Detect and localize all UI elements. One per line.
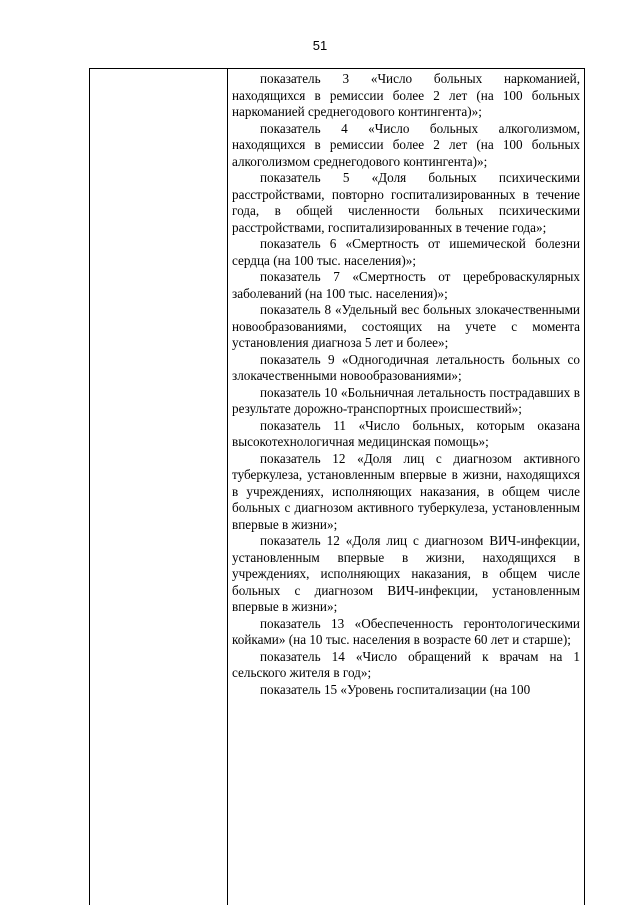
indicator-7-paragraph: показатель 7 «Смертность от цереброваскулярных заболеваний (на 100 тыс. населения)»; <box>232 269 580 301</box>
indicator-8-paragraph: показатель 8 «Удельный вес больных злокачественными новообразованиями, состоящих на учете с момента установления диагноза 5 лет и более»; <box>232 302 580 350</box>
indicator-4-paragraph: показатель 4 «Число больных алкоголизмом, находящихся в ремиссии более 2 лет (на 100 больных алкоголизмом среднегодового контингента)»; <box>232 120 580 169</box>
table-right-column <box>228 69 584 905</box>
indicator-12-tuberculosis-paragraph: показатель 12 «Доля лиц с диагнозом активного туберкулеза, установленным впервые в жизни, находящихся в учреждениях, исполняющих наказания, в общем числе больных с диагнозом активного туберкулеза, установленным впервые в жизни»; <box>232 450 580 532</box>
indicator-6-paragraph: показатель 6 «Смертность от ишемической болезни сердца (на 100 тыс. населения)»; <box>232 236 580 268</box>
indicator-9-paragraph: показатель 9 «Одногодичная летальность больных со злокачественными новообразованиями»; <box>232 351 580 383</box>
indicator-11-paragraph: показатель 11 «Число больных, которым оказана высокотехнологичная медицинская помощь»; <box>232 417 580 449</box>
indicator-5-paragraph: показатель 5 «Доля больных психическими расстройствами, повторно госпитализированных в течение года, в общей численности больных психическими расстройствами, госпитализированных в течение года»; <box>232 170 580 235</box>
page-number: 51 <box>312 38 328 53</box>
indicator-15-paragraph: показатель 15 «Уровень госпитализации (на 100 <box>260 681 531 697</box>
indicator-10-paragraph: показатель 10 «Больничная летальность пострадавших в результате дорожно-транспортных происшествий»; <box>232 384 580 416</box>
document-table <box>89 68 585 905</box>
table-left-column <box>90 69 228 905</box>
indicator-14-paragraph: показатель 14 «Число обращений к врачам на 1 сельского жителя в год»; <box>232 648 580 680</box>
indicator-13-paragraph: показатель 13 «Обеспеченность геронтологическими койками» (на 10 тыс. населения в возрасте 60 лет и старше); <box>232 615 580 647</box>
indicator-3-paragraph: показатель 3 «Число больных наркоманией, находящихся в ремиссии более 2 лет (на 100 больных наркоманией среднегодового контингента)»; <box>232 71 580 119</box>
indicator-12-hiv-paragraph: показатель 12 «Доля лиц с диагнозом ВИЧ-инфекции, установленным впервые в жизни, находящихся в учреждениях, исполняющих наказания, в общем числе больных с диагнозом ВИЧ-инфекции, установленным впервые в жизни»; <box>232 533 580 614</box>
